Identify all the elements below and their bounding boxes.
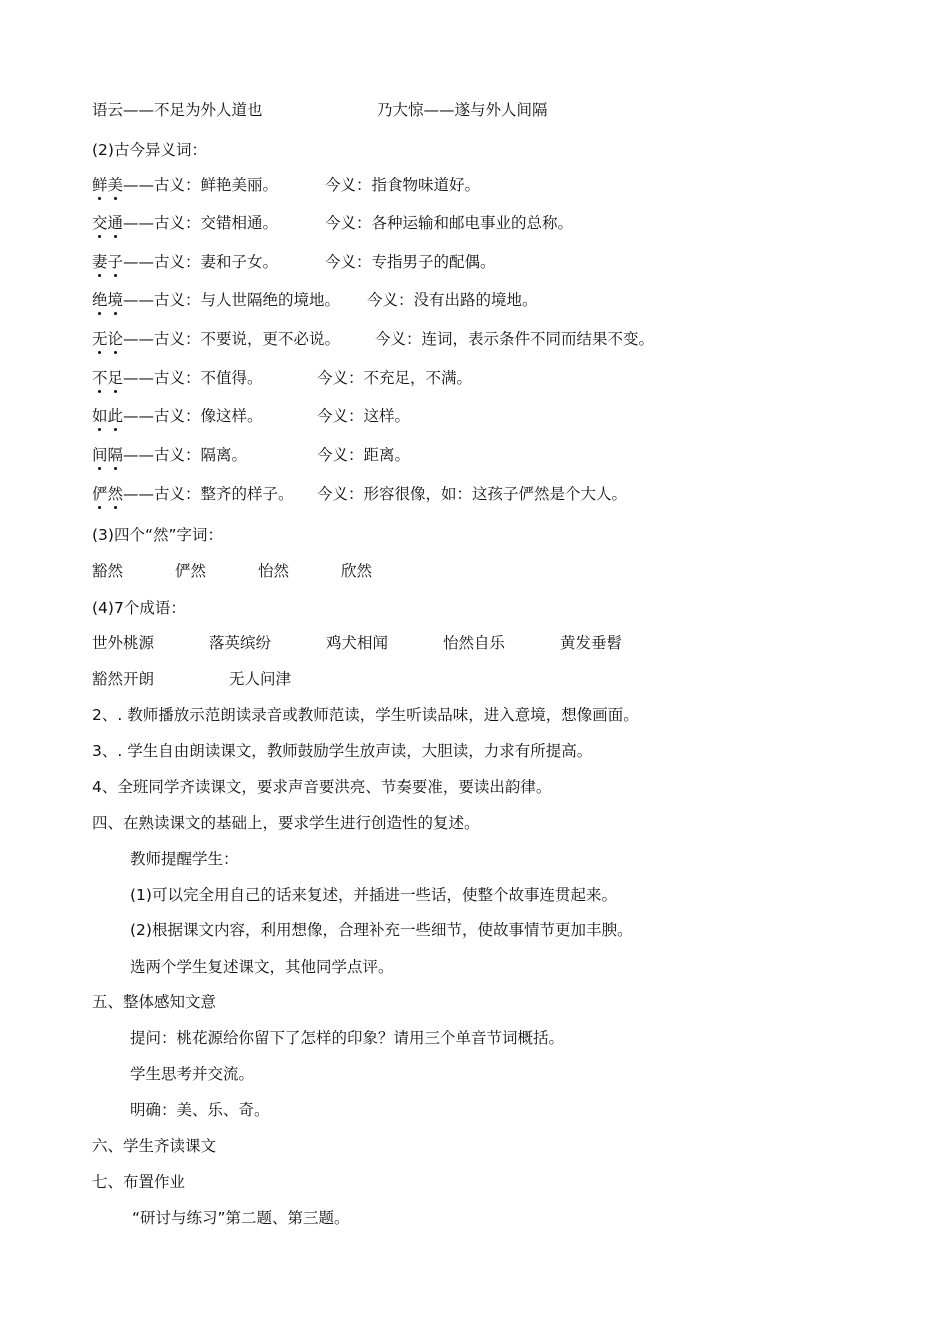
modern-meaning: 今义：这样。 xyxy=(317,407,411,425)
ancient-meaning: ——古义：隔离。 xyxy=(123,446,248,464)
idiom: 无人问津 xyxy=(229,670,292,688)
modern-meaning: 今义：专指男子的配偶。 xyxy=(325,253,496,271)
step-item: 2、. 教师播放示范朗读录音或教师范读，学生听读品味，进入意境，想像画面。 xyxy=(92,706,639,724)
dotted-char: 论 xyxy=(107,330,124,348)
tip-item: (2)根据课文内容，利用想像，合理补充一些细节，使故事情节更加丰腴。 xyxy=(130,921,633,939)
step-item: 4、全班同学齐读课文，要求声音要洪亮、节奏要准，要读出韵律。 xyxy=(92,778,552,796)
dotted-char: 通 xyxy=(107,214,124,232)
section-title: (2)古今异义词： xyxy=(92,141,207,159)
idiom: 鸡犬相闻 xyxy=(326,634,389,652)
dotted-char: 境 xyxy=(107,291,124,309)
ran-word: 豁然 xyxy=(92,562,124,580)
idiom: 豁然开朗 xyxy=(92,670,155,688)
modern-meaning: 今义：连词，表示条件不同而结果不变。 xyxy=(375,330,655,348)
section-title: (3)四个“然”字词： xyxy=(92,526,224,544)
dotted-char: 子 xyxy=(107,253,124,271)
modern-meaning: 今义：各种运输和邮电事业的总称。 xyxy=(325,214,574,232)
dotted-char: 足 xyxy=(107,369,124,387)
section-heading: 七、布置作业 xyxy=(92,1173,186,1191)
dotted-char: 鲜 xyxy=(92,176,108,194)
ancient-meaning: ——古义：妻和子女。 xyxy=(123,253,279,271)
ancient-meaning: ——古义：像这样。 xyxy=(123,407,263,425)
idiom: 世外桃源 xyxy=(92,634,155,652)
dotted-char: 绝 xyxy=(92,291,108,309)
ancient-meaning: ——古义：与人世隔绝的境地。 xyxy=(123,291,341,309)
idiom: 落英缤纷 xyxy=(209,634,272,652)
tip-item: (1)可以完全用自己的话来复述，并插进一些话，使整个故事连贯起来。 xyxy=(130,886,617,904)
section-heading: 六、学生齐读课文 xyxy=(92,1137,217,1155)
ancient-meaning: ——古义：整齐的样子。 xyxy=(123,485,294,503)
tip-item: 选两个学生复述课文，其他同学点评。 xyxy=(130,958,394,976)
ran-word: 欣然 xyxy=(341,562,373,580)
dotted-char: 如 xyxy=(92,407,108,425)
dotted-char: 隔 xyxy=(107,446,124,464)
ancient-meaning: ——古义：鲜艳美丽。 xyxy=(123,176,279,194)
dotted-char: 交 xyxy=(92,214,108,232)
step-item: 3、. 学生自由朗读课文，教师鼓励学生放声读，大胆读，力求有所提高。 xyxy=(92,742,593,760)
ran-word: 俨然 xyxy=(175,562,207,580)
ran-word: 怡然 xyxy=(258,562,290,580)
modern-meaning: 今义：形容很像，如：这孩子俨然是个大人。 xyxy=(317,485,628,503)
homework-text: “研讨与练习”第二题、第三题。 xyxy=(132,1209,350,1227)
sec5-item: 学生思考并交流。 xyxy=(130,1065,255,1083)
modern-meaning: 今义：距离。 xyxy=(317,446,411,464)
sec5-item: 提问：桃花源给你留下了怎样的印象？请用三个单音节词概括。 xyxy=(130,1029,565,1047)
idiom: 黄发垂髫 xyxy=(560,634,623,652)
dotted-char: 无 xyxy=(92,330,108,348)
ancient-meaning: ——古义：不值得。 xyxy=(123,369,263,387)
ancient-meaning: ——古义：交错相通。 xyxy=(123,214,279,232)
idiom: 怡然自乐 xyxy=(443,634,506,652)
ancient-meaning: ——古义：不要说，更不必说。 xyxy=(123,330,341,348)
section-heading: 五、整体感知文意 xyxy=(92,993,217,1011)
modern-meaning: 今义：没有出路的境地。 xyxy=(367,291,538,309)
section-title: (4)7个成语： xyxy=(92,599,186,617)
dotted-char: 美 xyxy=(107,176,124,194)
modern-meaning: 今义：不充足，不满。 xyxy=(317,369,473,387)
dotted-char: 间 xyxy=(92,446,108,464)
dotted-char: 然 xyxy=(107,485,124,503)
section-heading: 四、在熟读课文的基础上，要求学生进行创造性的复述。 xyxy=(92,814,480,832)
dotted-char: 俨 xyxy=(92,485,108,503)
example-right: 乃大惊——遂与外人间隔 xyxy=(377,101,548,119)
sec5-item: 明确：美、乐、奇。 xyxy=(130,1101,270,1119)
modern-meaning: 今义：指食物味道好。 xyxy=(325,176,481,194)
example-left: 语云——不足为外人道也 xyxy=(92,101,263,119)
tip-item: 教师提醒学生： xyxy=(130,850,239,868)
dotted-char: 妻 xyxy=(92,253,108,271)
dotted-char: 此 xyxy=(107,407,124,425)
dotted-char: 不 xyxy=(92,369,108,387)
